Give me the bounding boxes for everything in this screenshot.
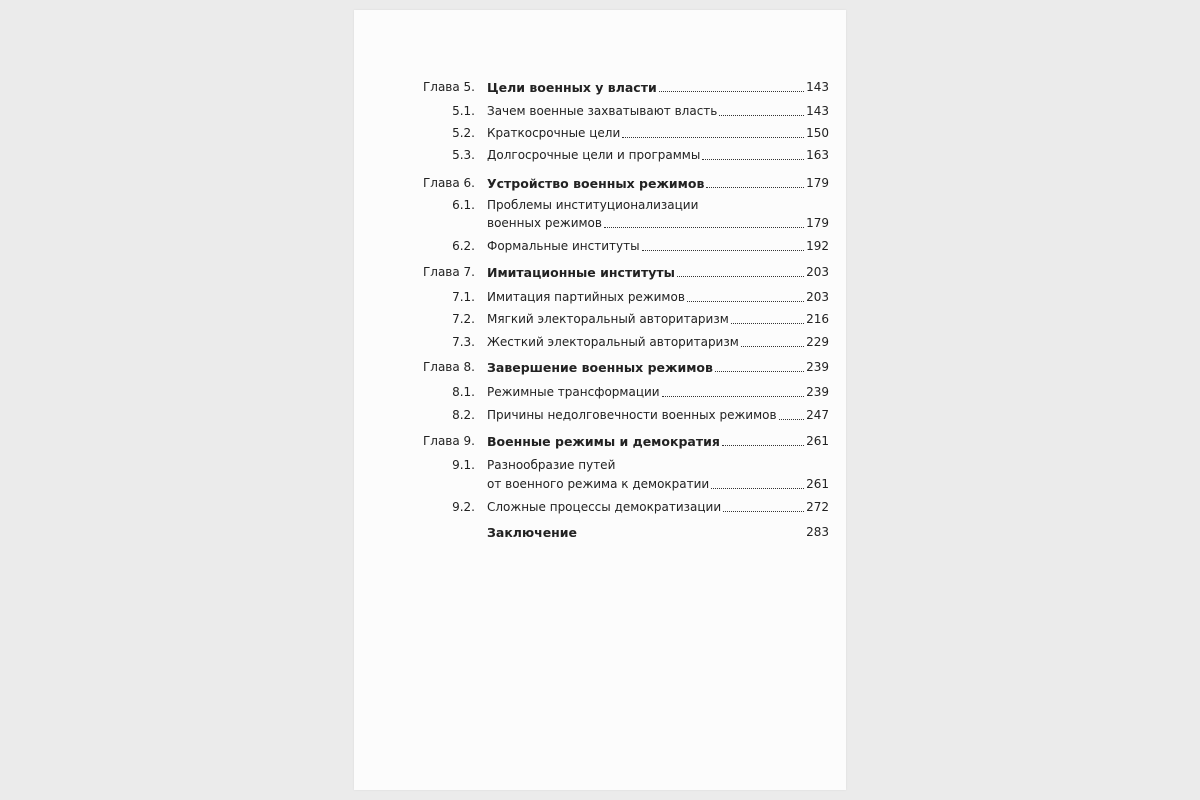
section-title-line-1: Разнообразие путей: [487, 458, 616, 472]
chapter-title: Имитационные институты: [487, 265, 675, 280]
section-number: 8.2.: [452, 408, 475, 422]
section-number: 5.3.: [452, 148, 475, 162]
section-title: Долгосрочные цели и программы: [487, 148, 701, 162]
page-number: 216: [806, 312, 829, 326]
page-number: 203: [806, 265, 829, 279]
section-number: 9.1.: [452, 458, 475, 472]
page-number: 163: [806, 148, 829, 162]
dot-leader: [604, 227, 804, 228]
dot-leader: [702, 159, 804, 160]
chapter-number: Глава 9.: [422, 434, 475, 448]
dot-leader: [659, 91, 804, 92]
page-number: 203: [806, 290, 829, 304]
section-number: 8.1.: [452, 385, 475, 399]
chapter-number: Глава 6.: [422, 176, 475, 190]
chapter-title: Цели военных у власти: [487, 80, 657, 95]
page-number: 150: [806, 126, 829, 140]
dot-leader: [662, 396, 805, 397]
section-title-line-2: военных режимов: [487, 216, 602, 230]
chapter-title: Устройство военных режимов: [487, 176, 705, 191]
section-title: Краткосрочные цели: [487, 126, 621, 140]
section-title-line-1: Проблемы институционализации: [487, 198, 699, 212]
dot-leader: [779, 419, 805, 420]
dot-leader: [731, 323, 804, 324]
dot-leader: [642, 250, 805, 251]
section-title: Формальные институты: [487, 239, 640, 253]
page-number: 247: [806, 408, 829, 422]
dot-leader: [741, 346, 804, 347]
chapter-title: Военные режимы и демократия: [487, 434, 720, 449]
section-title: Жесткий электоральный авторитаризм: [487, 335, 739, 349]
dot-leader: [723, 511, 804, 512]
section-number: 5.1.: [452, 104, 475, 118]
section-number: 5.2.: [452, 126, 475, 140]
page-number: 239: [806, 385, 829, 399]
chapter-number: Глава 8.: [422, 360, 475, 374]
dot-leader: [711, 488, 804, 489]
section-number: 7.1.: [452, 290, 475, 304]
section-title-line-2: от военного режима к демократии: [487, 477, 710, 491]
section-title: Зачем военные захватывают власть: [487, 104, 718, 118]
chapter-number: Глава 5.: [422, 80, 475, 94]
page-number: 283: [806, 525, 829, 539]
book-page: [354, 10, 846, 790]
dot-leader: [622, 137, 804, 138]
page-number: 272: [806, 500, 829, 514]
page-number: 179: [806, 216, 829, 230]
section-number: 7.3.: [452, 335, 475, 349]
section-title: Сложные процессы демократизации: [487, 500, 722, 514]
dot-leader: [579, 536, 804, 537]
page-number: 261: [806, 477, 829, 491]
chapter-title: Заключение: [487, 525, 578, 540]
page-number: 192: [806, 239, 829, 253]
dot-leader: [687, 301, 804, 302]
dot-leader: [677, 276, 804, 277]
section-title: Мягкий электоральный авторитаризм: [487, 312, 729, 326]
page-number: 261: [806, 434, 829, 448]
dot-leader: [722, 445, 804, 446]
page-number: 239: [806, 360, 829, 374]
section-title: Имитация партийных режимов: [487, 290, 685, 304]
section-title: Режимные трансформации: [487, 385, 660, 399]
chapter-number: Глава 7.: [422, 265, 475, 279]
section-number: 6.1.: [452, 198, 475, 212]
dot-leader: [715, 371, 804, 372]
page-number: 143: [806, 80, 829, 94]
chapter-title: Завершение военных режимов: [487, 360, 713, 375]
section-title: Причины недолговечности военных режимов: [487, 408, 777, 422]
section-number: 6.2.: [452, 239, 475, 253]
dot-leader: [706, 187, 804, 188]
page-number: 179: [806, 176, 829, 190]
page-number: 229: [806, 335, 829, 349]
section-number: 9.2.: [452, 500, 475, 514]
page-number: 143: [806, 104, 829, 118]
section-number: 7.2.: [452, 312, 475, 326]
dot-leader: [719, 115, 804, 116]
